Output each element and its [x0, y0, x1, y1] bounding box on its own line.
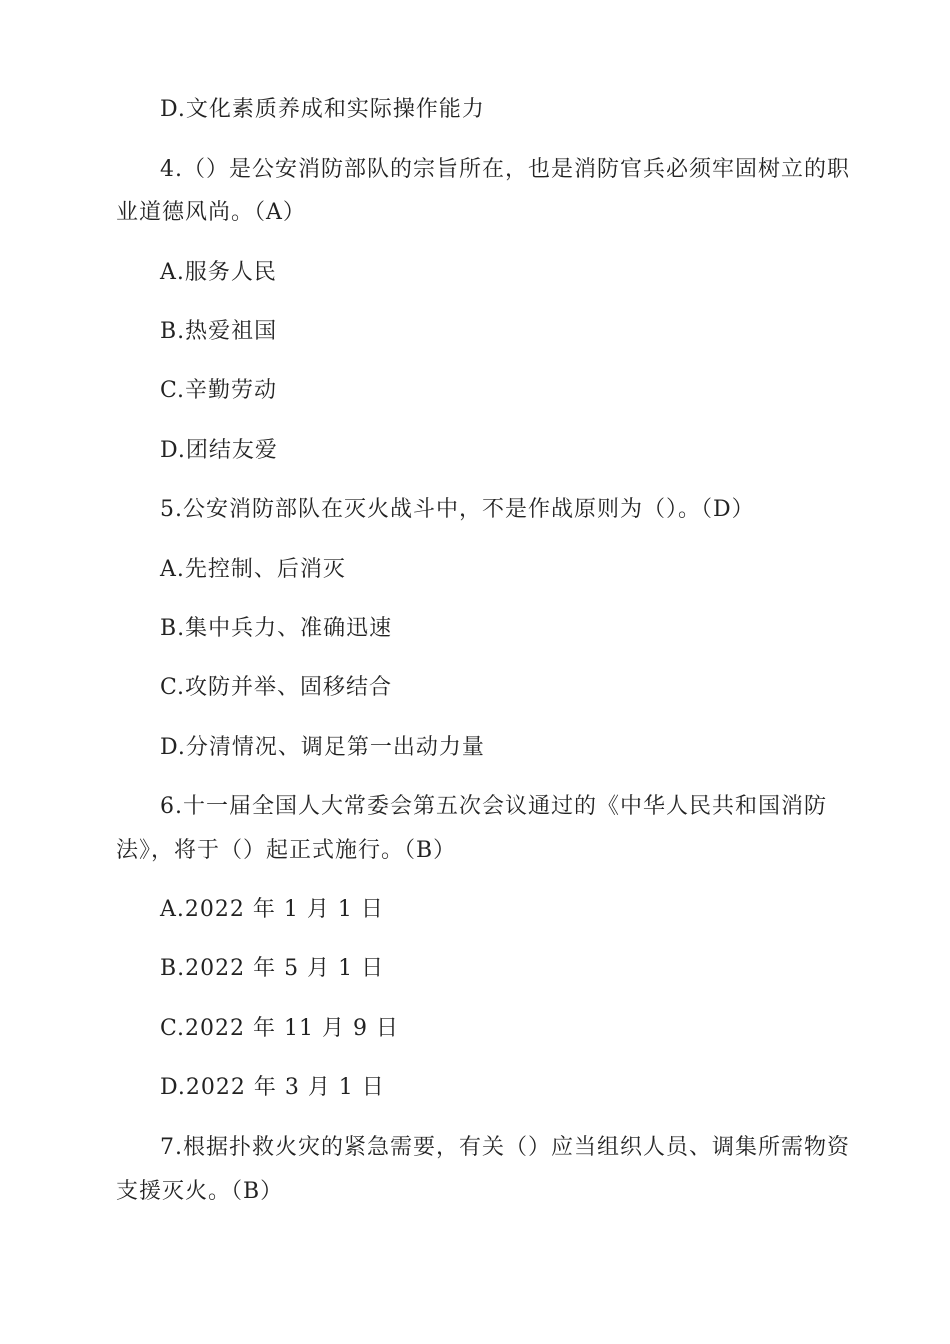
q3-option-d: D.文化素质养成和实际操作能力 [160, 97, 485, 122]
q6-option-a: A.2022 年 1 月 1 日 [160, 897, 384, 922]
q6-option-b: B.2022 年 5 月 1 日 [160, 956, 385, 981]
q7-text-continued: 支援灭火。（B） [116, 1179, 284, 1204]
q5-option-a: A.先控制、后消灭 [160, 557, 346, 582]
q6-text-continued: 法》，将于（）起正式施行。（B） [116, 838, 457, 863]
q5-option-c: C.攻防并举、固移结合 [160, 675, 393, 700]
q4-option-b: B.热爱祖国 [160, 319, 278, 344]
q5-text: 5.公安消防部队在灭火战斗中，不是作战原则为（）。（D） [160, 497, 755, 522]
q5-option-b: B.集中兵力、准确迅速 [160, 616, 393, 641]
q6-option-d: D.2022 年 3 月 1 日 [160, 1075, 385, 1100]
q4-text: 4.（）是公安消防部队的宗旨所在，也是消防官兵必须牢固树立的职 [160, 157, 850, 182]
q4-text-continued: 业道德风尚。（A） [116, 200, 306, 225]
q6-option-c: C.2022 年 11 月 9 日 [160, 1016, 399, 1041]
q4-option-d: D.团结友爱 [160, 438, 278, 463]
q4-option-c: C.辛勤劳动 [160, 378, 278, 403]
q6-text: 6.十一届全国人大常委会第五次会议通过的《中华人民共和国消防 [160, 794, 827, 819]
q4-option-a: A.服务人民 [160, 260, 277, 285]
q7-text: 7.根据扑救火灾的紧急需要，有关（）应当组织人员、调集所需物资 [160, 1135, 850, 1160]
q5-option-d: D.分清情况、调足第一出动力量 [160, 735, 485, 760]
